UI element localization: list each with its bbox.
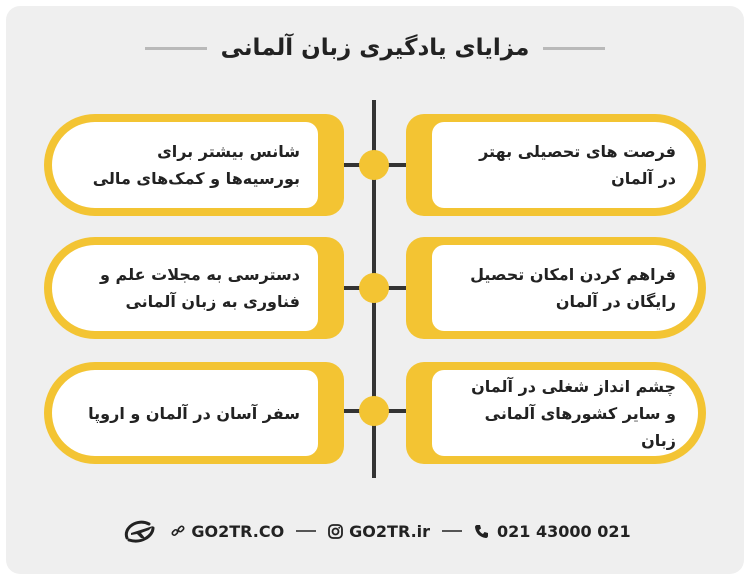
title-line-right bbox=[543, 47, 605, 50]
footer-separator bbox=[442, 530, 462, 532]
benefit-text: سفر آسان در آلمان و اروپا bbox=[88, 403, 300, 423]
phone-link[interactable] bbox=[474, 522, 631, 541]
website-link[interactable] bbox=[171, 522, 284, 541]
footer-separator bbox=[296, 530, 316, 532]
benefit-card-career bbox=[406, 362, 706, 464]
page-title: مزایای یادگیری زبان آلمانی bbox=[220, 35, 530, 61]
title-line-left bbox=[145, 47, 207, 50]
benefit-card-education bbox=[406, 114, 706, 216]
benefit-text: فرصت های تحصیلی بهتر در آلمان bbox=[479, 142, 676, 188]
benefit-card-journals bbox=[44, 237, 344, 339]
benefit-text: چشم انداز شغلی در آلمان و سایر کشورهای آلمانی زبان bbox=[471, 376, 676, 450]
instagram-text: GO2TR.ir bbox=[349, 521, 431, 541]
benefit-text: دسترسی به مجلات علم و فناوری به زبان آلمانی bbox=[100, 265, 300, 311]
footer bbox=[0, 516, 750, 546]
phone-text: 021 43000 021 bbox=[497, 521, 631, 541]
instagram-link[interactable] bbox=[328, 522, 430, 541]
benefit-card-free-study bbox=[406, 237, 706, 339]
benefit-text: شانس بیشتر برای بورسیه‌ها و کمک‌های مالی bbox=[92, 142, 300, 188]
timeline-node-3 bbox=[359, 396, 389, 426]
timeline-node-1 bbox=[359, 150, 389, 180]
title-bar bbox=[0, 30, 750, 66]
airplane-logo-icon bbox=[119, 516, 159, 546]
benefit-card-travel bbox=[44, 362, 344, 464]
link-icon bbox=[171, 524, 185, 538]
instagram-icon bbox=[328, 524, 343, 539]
timeline-node-2 bbox=[359, 273, 389, 303]
benefit-text: فراهم کردن امکان تحصیل رایگان در آلمان bbox=[470, 265, 676, 311]
website-text: GO2TR.CO bbox=[191, 521, 285, 541]
phone-icon bbox=[474, 524, 489, 539]
benefit-card-scholarships bbox=[44, 114, 344, 216]
